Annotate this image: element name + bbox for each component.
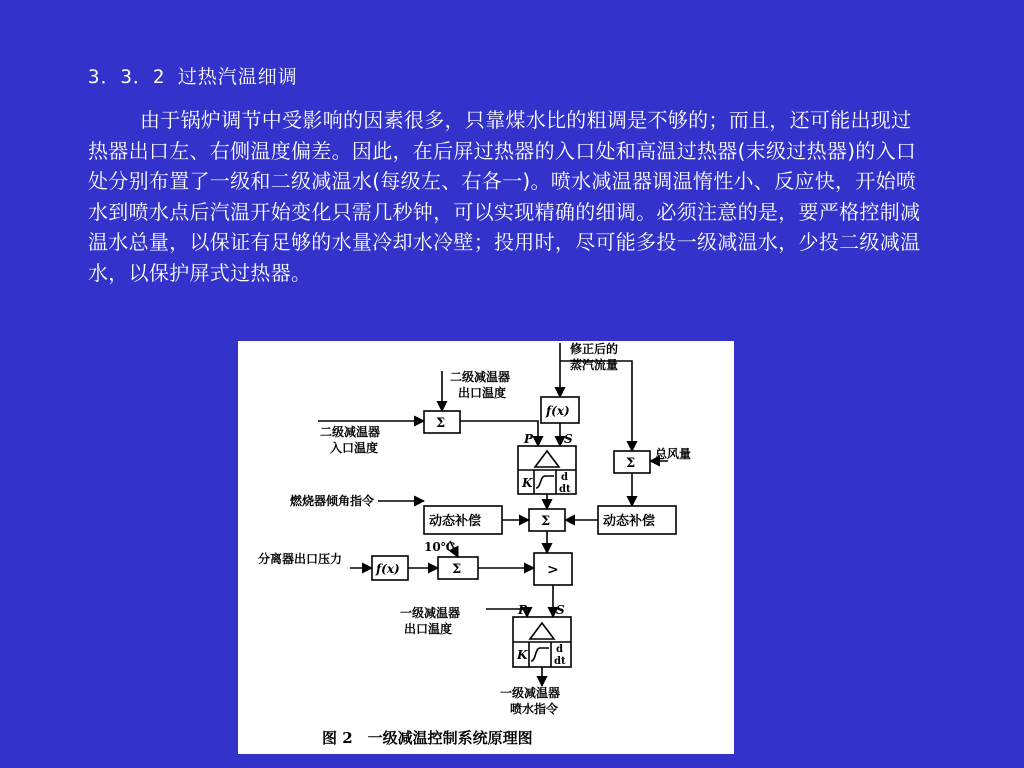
fx-top: f(x) bbox=[546, 404, 570, 418]
label-stage2-outlet-1: 二级减温器 bbox=[450, 370, 511, 384]
d-top: d bbox=[561, 472, 568, 483]
sigma-center: Σ bbox=[541, 514, 551, 529]
control-diagram-figure bbox=[238, 341, 734, 754]
section-paragraph: 由于锅炉调节中受影响的因素很多，只靠煤水比的粗调是不够的；而且，还可能出现过热器出口左、右侧温度偏差。因此，在后屏过热器的入口处和高温过热器(末级过热器)的入口处分别布置了一级和二级减温水(每级左、右各一)。喷水减温器调温惰性小、反应快，开始喷水到喷水点后汽温开始变化只需几秒钟，可以实现精确的细调。必须注意的是，要严格控制减温水总量，以保证有足够的水量冷却水冷壁；投用时，尽可能多投一级减温水，少投二级减温水，以保护屏式过热器。 bbox=[88, 108, 921, 285]
label-corrected-flow-1: 修正后的 bbox=[570, 342, 619, 356]
greater-text: > bbox=[547, 562, 559, 578]
label-p-top: P bbox=[524, 432, 534, 446]
dynamic-comp-left-text: 动态补偿 bbox=[429, 514, 482, 529]
dt-top: dt bbox=[559, 484, 571, 495]
k-bottom: K bbox=[517, 648, 528, 662]
label-burner-tilt: 燃烧器倾角指令 bbox=[290, 494, 375, 508]
label-total-air: 总风量 bbox=[655, 447, 692, 461]
label-ten-c: 10℃ bbox=[424, 540, 456, 554]
label-separator-pressure: 分离器出口压力 bbox=[258, 552, 343, 566]
label-corrected-flow-2: 蒸汽流量 bbox=[570, 358, 619, 372]
section-heading: 3．3．2 过热汽温细调 bbox=[88, 66, 298, 88]
label-stage1-outlet-1: 一级减温器 bbox=[400, 606, 461, 620]
label-stage1-outlet-2: 出口温度 bbox=[404, 622, 453, 636]
figure-caption: 图 2 一级减温控制系统原理图 bbox=[322, 729, 533, 747]
d-bottom: d bbox=[556, 644, 563, 655]
dynamic-comp-right-text: 动态补偿 bbox=[603, 514, 656, 529]
label-spray-cmd-2: 喷水指令 bbox=[510, 702, 559, 716]
fx-lower: f(x) bbox=[376, 562, 400, 576]
sigma-right: Σ bbox=[626, 456, 636, 471]
label-s-bottom: S bbox=[556, 603, 565, 617]
label-stage2-inlet-1: 二级减温器 bbox=[320, 425, 381, 439]
dt-bottom: dt bbox=[554, 656, 566, 667]
control-diagram bbox=[238, 341, 734, 754]
sigma-lower: Σ bbox=[452, 562, 462, 577]
k-top: K bbox=[522, 476, 533, 490]
label-spray-cmd-1: 一级减温器 bbox=[500, 686, 561, 700]
label-stage2-outlet-2: 出口温度 bbox=[458, 386, 507, 400]
label-p-bottom: P bbox=[518, 603, 528, 617]
label-s-top: S bbox=[564, 432, 573, 446]
label-stage2-inlet-2: 入口温度 bbox=[330, 441, 379, 455]
sigma-top: Σ bbox=[436, 416, 446, 431]
